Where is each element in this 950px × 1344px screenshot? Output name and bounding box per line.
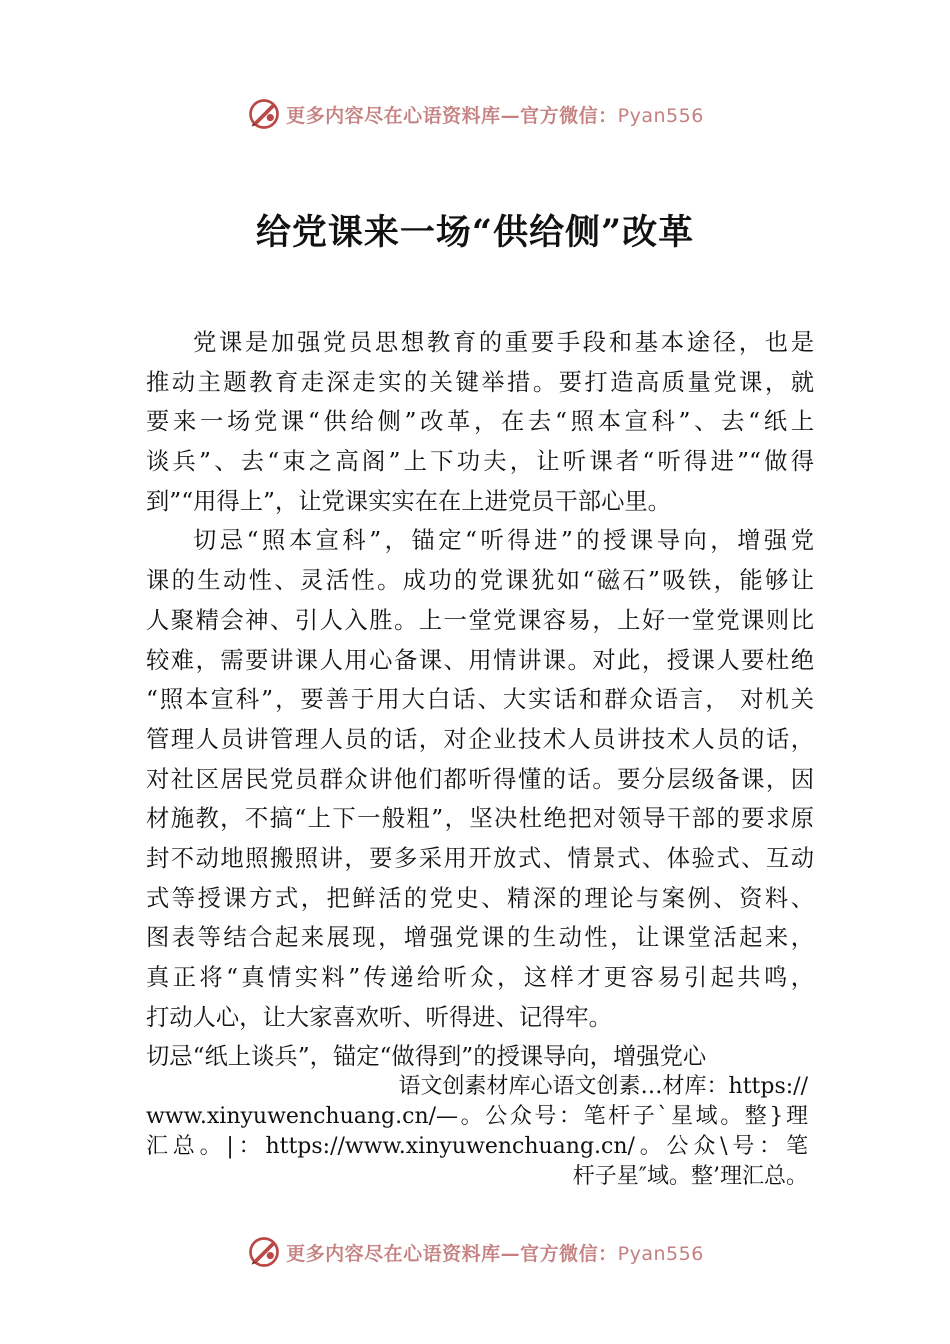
body-line: 推动主题教育走深走实的关键举措。要打造高质量党课，就 — [146, 368, 814, 396]
body-line: 材施教，不搞“上下一般粗”，坚决杜绝把对领导干部的要求原 — [146, 805, 814, 833]
body-line: “照本宣科”，要善于用大白话、大实话和群众语言， 对机关 — [146, 686, 814, 714]
body-line: 较难，需要讲课人用心备课、用情讲课。对此，授课人要杜绝 — [146, 646, 814, 674]
watermark-label: 更多内容尽在心语资料库—官方微信： — [286, 1242, 618, 1265]
body-line: 党课是加强党员思想教育的重要手段和基本途径，也是 — [193, 329, 814, 356]
body-line: 到”“用得上”，让党课实实在在上进党员干部心里。 — [146, 487, 671, 515]
source-line: 汇总。|：https://www.xinyuwenchuang.cn/。公众\号：笔 — [146, 1134, 808, 1159]
body-line: 管理人员讲管理人员的话，对企业技术人员讲技术人员的话， — [146, 725, 814, 753]
document-body — [146, 323, 814, 1077]
source-line: 语文创素材库心语文创素…材库：https:// — [398, 1074, 808, 1099]
body-line: 对社区居民党员群众讲他们都听得懂的话。要分层级备课，因 — [146, 765, 814, 793]
body-line: 课的生动性、灵活性。成功的党课犹如“磁石”吸铁，能够让 — [146, 567, 814, 595]
body-line: 打动人心，让大家喜欢听、听得进、记得牢。 — [146, 1003, 612, 1031]
body-line: 式等授课方式，把鲜活的党史、精深的理论与案例、资料、 — [146, 884, 814, 912]
footer-watermark-banner — [0, 1232, 950, 1272]
source-line: 杆子星″域。整’理汇总。 — [572, 1164, 808, 1189]
body-line: 要来一场党课“供给侧”改革，在去“照本宣科”、去“纸上 — [146, 408, 814, 436]
body-line: 人聚精会神、引人入胜。上一堂党课容易，上好一堂党课则比 — [146, 606, 814, 634]
header-watermark-banner — [0, 94, 950, 134]
header-watermark-text — [286, 101, 704, 128]
body-line: 谈兵”、去“束之高阁”上下功夫，让听课者“听得进”“做得 — [146, 448, 814, 476]
body-line: 切忌“纸上谈兵”，锚定“做得到”的授课导向，增强党心 — [146, 1043, 707, 1071]
body-line: 切忌“照本宣科”，锚定“听得进”的授课导向，增强党 — [193, 527, 814, 555]
wechat-id: Pyan556 — [617, 1242, 704, 1265]
body-line: 真正将“真情实料”传递给听众，这样才更容易引起共鸣， — [146, 964, 814, 991]
source-line: www.xinyuwenchuang.cn/—。公众号：笔杆子`星域。整}理 — [146, 1104, 808, 1129]
document-title: 给党课来一场“供给侧”改革 — [255, 212, 695, 253]
footer-watermark-text — [286, 1239, 704, 1266]
body-line: 图表等结合起来展现，增强党课的生动性，让课堂活起来， — [146, 924, 814, 952]
body-line: 封不动地照搬照讲，要多采用开放式、情景式、体验式、互动 — [146, 844, 814, 872]
wechat-id: Pyan556 — [617, 104, 704, 127]
watermark-label: 更多内容尽在心语资料库—官方微信： — [286, 104, 618, 127]
source-note — [146, 1072, 808, 1192]
pen-logo-icon — [246, 1234, 282, 1270]
pen-logo-icon — [246, 96, 282, 132]
